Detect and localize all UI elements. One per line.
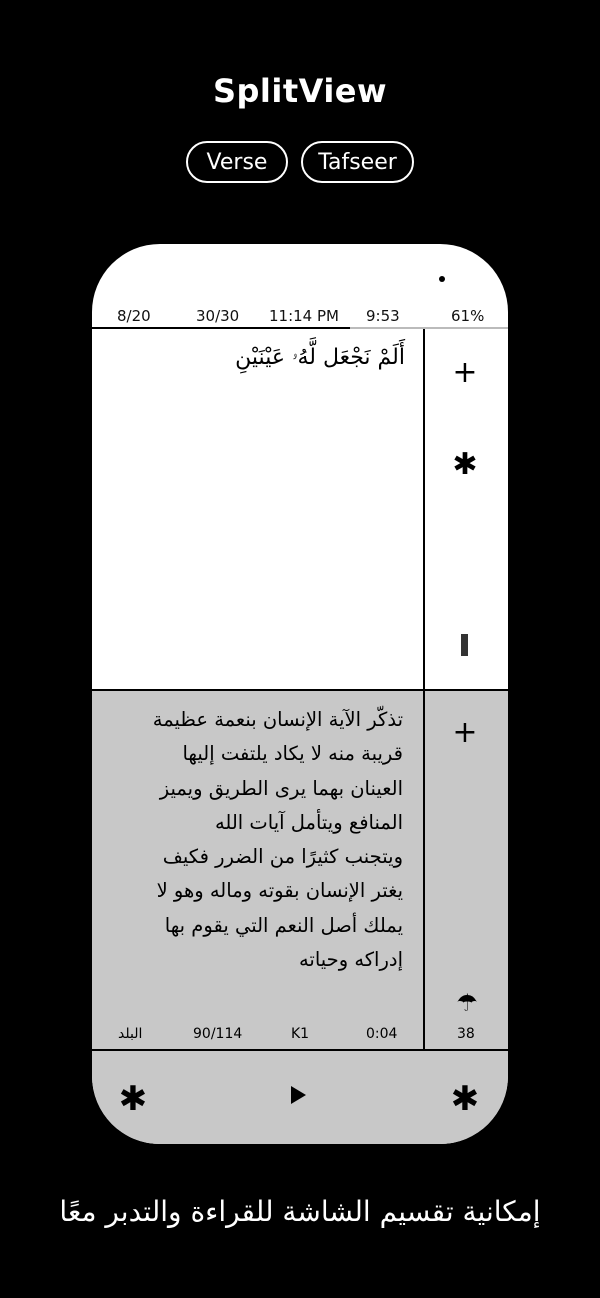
umbrella-icon[interactable]: ☂ [456, 989, 478, 1017]
clock: 11:14 PM [269, 307, 339, 325]
tafseer-line: إدراكه وحياته [298, 948, 403, 972]
tafseer-line: يملك أصل النعم التي يقوم بها [164, 913, 403, 937]
ayah-count: 90/114 [193, 1026, 243, 1042]
tafseer-text [123, 703, 403, 977]
asterisk-icon[interactable]: ✱ [118, 1079, 148, 1119]
camera-dot [439, 276, 445, 282]
verse-mode-button[interactable]: Verse [186, 141, 288, 183]
audio-duration: 0:04 [366, 1026, 398, 1042]
play-icon[interactable] [291, 1086, 306, 1104]
tafseer-line: العينان بهما يرى الطريق ويميز [159, 776, 403, 800]
tafseer-line: يغتر الإنسان بقوته وماله وهو لا [156, 879, 403, 903]
page-title: SplitView [212, 72, 388, 110]
asterisk-icon[interactable]: ✱ [452, 447, 478, 482]
tafseer-mode-button[interactable]: Tafseer [301, 141, 414, 183]
phone-frame [92, 244, 508, 1144]
verse-panel[interactable] [92, 329, 423, 689]
battery-level: 61% [451, 307, 485, 325]
player-bar [92, 1051, 508, 1144]
page-indicator: 8/20 [117, 307, 151, 325]
surah-name: البلد [118, 1026, 143, 1042]
asterisk-icon[interactable]: ✱ [450, 1079, 480, 1119]
feature-caption: إمكانية تقسيم الشاشة للقراءة والتدبر معًا [59, 1195, 541, 1228]
plus-icon[interactable]: + [452, 715, 478, 750]
tafseer-panel[interactable] [92, 691, 423, 1049]
elapsed-time: 9:53 [366, 307, 400, 325]
tafseer-line: المنافع ويتأمل آيات الله [214, 810, 403, 834]
tafseer-line: قريبة منه لا يكاد يلتفت إليها [182, 742, 403, 766]
reciter-code: K1 [291, 1026, 310, 1042]
status-bar [92, 304, 508, 328]
tafseer-number: 38 [457, 1026, 475, 1042]
verse-counter: 30/30 [196, 307, 240, 325]
tafseer-line: ويتجنب كثيرًا من الضرر فكيف [162, 845, 403, 869]
bar-icon[interactable] [461, 634, 468, 656]
verse-text: أَلَمْ نَجْعَل لَّهُۥ عَيْنَيْنِ [235, 345, 405, 370]
plus-icon[interactable]: + [452, 355, 478, 390]
tafseer-sidebar [425, 691, 508, 1049]
tafseer-line: تذكّر الآية الإنسان بنعمة عظيمة [152, 708, 403, 731]
verse-sidebar [425, 329, 508, 689]
